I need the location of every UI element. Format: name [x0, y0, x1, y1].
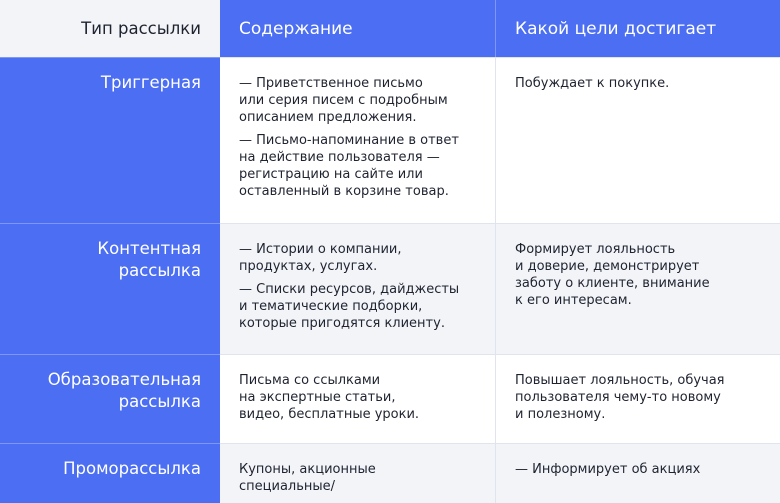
content-paragraph: Купоны, акционные специальные/ — [239, 462, 376, 494]
header-type: Тип рассылки — [0, 0, 220, 57]
header-content: Содержание — [220, 0, 495, 57]
row-content — [220, 354, 495, 443]
content-paragraph: Письма со ссылками на экспертные статьи, видео, бесплатные уроки. — [239, 373, 420, 422]
row-type: Триггерная — [0, 57, 220, 223]
row-content — [220, 443, 495, 503]
content-paragraph: — Списки ресурсов, дайджесты и тематические подборки, которые пригодятся клиенту. — [239, 282, 460, 331]
row-goal: Формирует лояльность и доверие, демонстрирует заботу о клиенте, внимание к его интересам. — [495, 223, 780, 354]
row-type: Образовательная рассылка — [0, 354, 220, 443]
header-goal: Какой цели достигает — [495, 0, 780, 57]
row-content — [220, 57, 495, 223]
row-content — [220, 223, 495, 354]
row-goal: Побуждает к покупке. — [495, 57, 780, 223]
content-paragraph: — Истории о компании, продуктах, услугах. — [239, 242, 402, 274]
row-type: Проморассылка — [0, 443, 220, 503]
row-type: Контентная рассылка — [0, 223, 220, 354]
content-paragraph: — Приветственное письмо или серия писем с подробным описанием предложения. — [239, 76, 448, 125]
row-goal: Повышает лояльность, обучая пользователя чему-то новому и полезному. — [495, 354, 780, 443]
row-goal: — Информирует об акциях — [495, 443, 780, 503]
content-paragraph: — Письмо-напоминание в ответ на действие пользователя — регистрацию на сайте или оставленный в корзине товар. — [239, 133, 459, 199]
